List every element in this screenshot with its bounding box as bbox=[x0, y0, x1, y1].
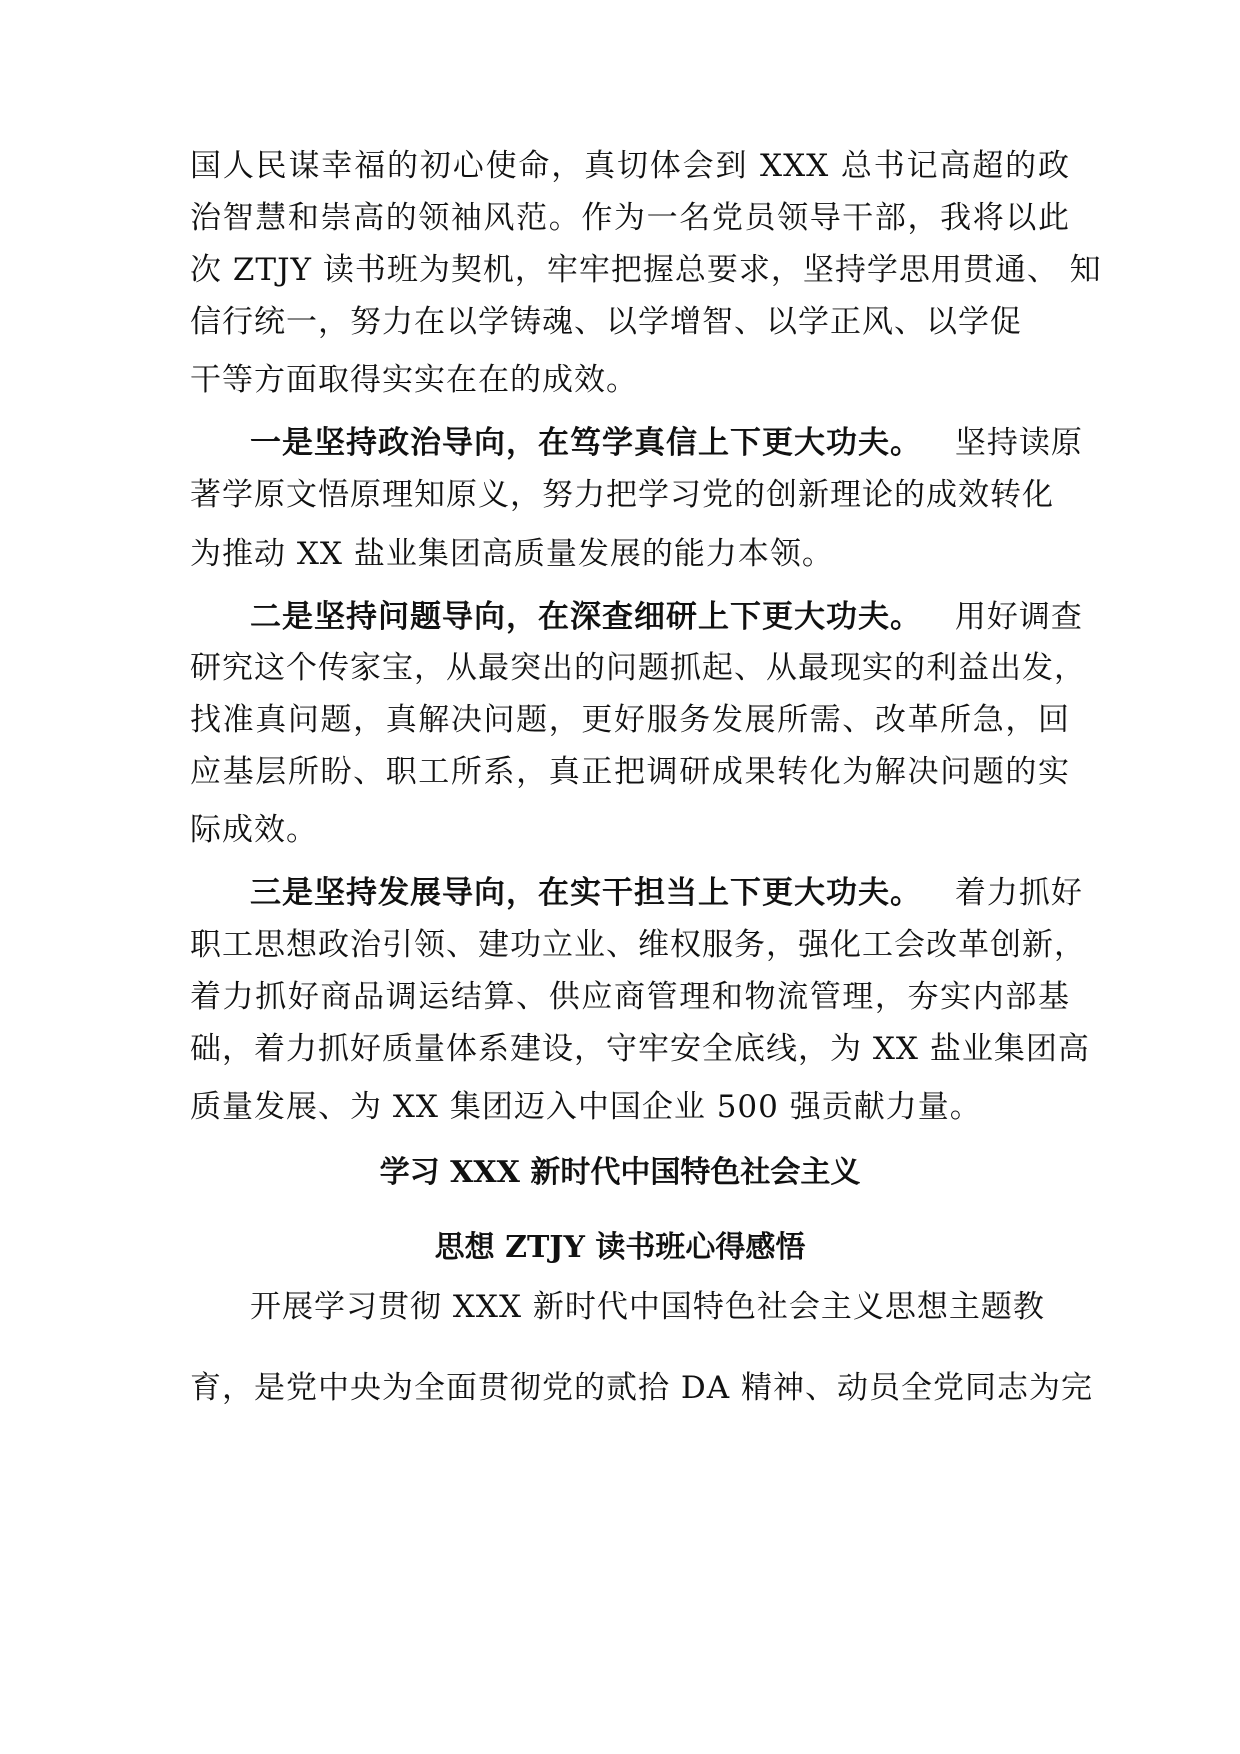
paragraph-line: 信行统一，努力在以学铸魂、以学增智、以学正风、以学促 bbox=[190, 304, 1022, 340]
paragraph-line: 次 ZTJY 读书班为契机，牢牢把握总要求，坚持学思用贯通、 知 bbox=[190, 252, 1102, 288]
paragraph-line: 育，是党中央为全面贯彻党的贰拾 DA 精神、动员全党同志为完 bbox=[190, 1370, 1093, 1406]
paragraph-line: 着力抓好商品调运结算、供应商管理和物流管理，夯实内部基 bbox=[190, 979, 1070, 1015]
paragraph-line: 找准真问题，真解决问题，更好服务发展所需、改革所急，回 bbox=[190, 702, 1070, 738]
point-two-text-start: 用好调查 bbox=[954, 599, 1083, 635]
paragraph-line: 为推动 XX 盐业集团高质量发展的能力本领。 bbox=[190, 536, 834, 572]
document-title-line-1: 学习 XXX 新时代中国特色社会主义 bbox=[379, 1155, 861, 1190]
point-two-heading: 二是坚持问题导向，在深查细研上下更大功夫。 bbox=[250, 599, 922, 635]
point-one-text-start: 坚持读原 bbox=[954, 425, 1083, 461]
paragraph-line: 干等方面取得实实在在的成效。 bbox=[190, 362, 638, 398]
paragraph-line: 开展学习贯彻 XXX 新时代中国特色社会主义思想主题教 bbox=[250, 1289, 1045, 1325]
point-three-first-line bbox=[250, 873, 1083, 913]
point-one-first-line bbox=[250, 423, 1083, 463]
paragraph-line: 础，着力抓好质量体系建设，守牢安全底线，为 XX 盐业集团高 bbox=[190, 1031, 1090, 1067]
paragraph-line: 质量发展、为 XX 集团迈入中国企业 500 强贡献力量。 bbox=[190, 1089, 982, 1125]
paragraph-line: 际成效。 bbox=[190, 812, 318, 848]
point-two-first-line bbox=[250, 597, 1083, 637]
point-one-heading: 一是坚持政治导向，在笃学真信上下更大功夫。 bbox=[250, 425, 922, 461]
point-three-text-start: 着力抓好 bbox=[954, 875, 1083, 911]
paragraph-line: 职工思想政治引领、建功立业、维权服务，强化工会改革创新， bbox=[190, 927, 1086, 963]
paragraph-line: 应基层所盼、职工所系，真正把调研成果转化为解决问题的实 bbox=[190, 754, 1070, 790]
paragraph-line: 国人民谋幸福的初心使命，真切体会到 XXX 总书记高超的政 bbox=[190, 148, 1070, 184]
point-three-heading: 三是坚持发展导向，在实干担当上下更大功夫。 bbox=[250, 875, 922, 911]
paragraph-line: 治智慧和崇高的领袖风范。作为一名党员领导干部，我将以此 bbox=[190, 200, 1070, 236]
paragraph-line: 研究这个传家宝，从最突出的问题抓起、从最现实的利益出发， bbox=[190, 650, 1086, 686]
document-title-line-2: 思想 ZTJY 读书班心得感悟 bbox=[434, 1230, 806, 1265]
paragraph-line: 著学原文悟原理知原义，努力把学习党的创新理论的成效转化 bbox=[190, 477, 1054, 513]
